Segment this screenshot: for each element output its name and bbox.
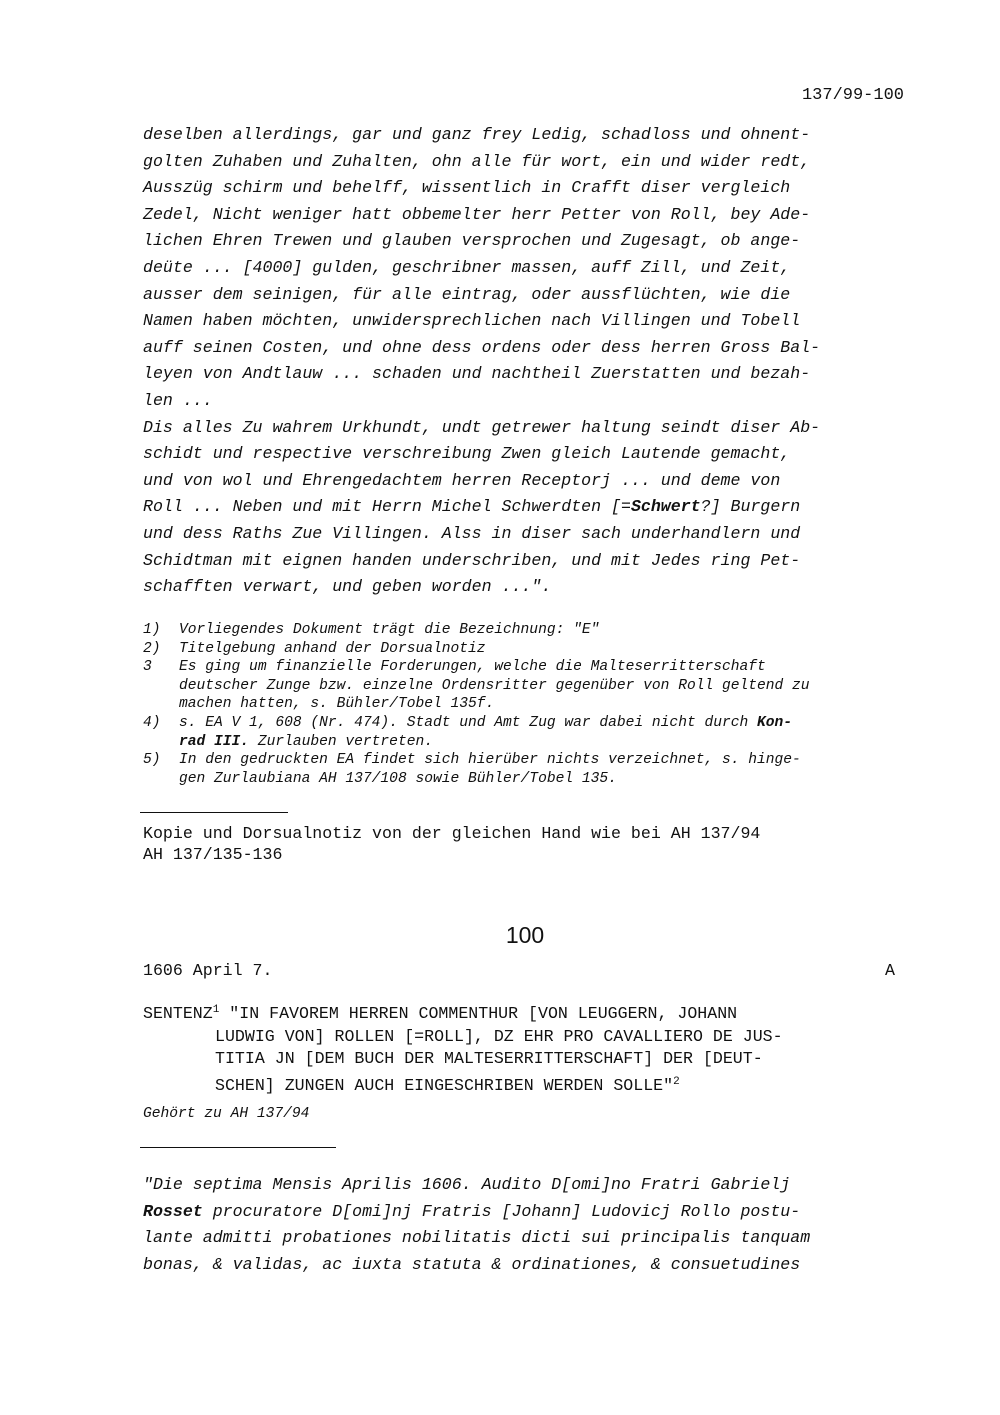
quote-line: und von wol und Ehrengedachtem herren Receptorj ... und deme von <box>143 470 781 490</box>
footnote-ref: 1 <box>212 1004 220 1016</box>
latin-bold-name: Rosset <box>143 1201 203 1221</box>
footnote-bold-name: Kon- <box>757 714 793 731</box>
title-text: SENTENZ <box>143 1004 213 1023</box>
quote-text: ?] Burgern <box>700 497 801 517</box>
latin-line: "Die septima Mensis Aprilis 1606. Audito D[omi]no Fratri Gabrielj <box>143 1175 791 1194</box>
document-letter: A <box>885 961 895 980</box>
quote-line: Namen haben möchten, unwidersprechlichen nach Villingen und Tobell <box>143 311 801 331</box>
latin-line <box>143 1199 913 1226</box>
footnote-text: machen hatten, s. Bühler/Tobel 135f. <box>179 696 495 713</box>
quote-line: ausser dem seinigen, für alle eintrag, oder aussflüchten, wie die <box>143 284 791 304</box>
quote-line: und dess Raths Zue Villingen. Alss in diser sach underhandlern und <box>143 523 801 543</box>
belongs-to-note: Gehört zu AH 137/94 <box>143 1106 310 1122</box>
footnote-text-part: Zurlauben vertreten. <box>249 733 433 750</box>
quote-line: Dis alles Zu wahrem Urkhundt, undt getrewer haltung seindt diser Ab- <box>143 417 821 437</box>
separator-rule <box>140 812 288 813</box>
copy-note <box>143 823 760 865</box>
quote-bold-name: Schwert <box>630 497 701 517</box>
quote-line: schidt und respective verschreibung Zwen gleich Lautende gemacht, <box>143 444 791 464</box>
quote-line: schafften verwart, und geben worden ...". <box>143 577 552 597</box>
copy-note-line: Kopie und Dorsualnotiz von der gleichen Hand wie bei AH 137/94 <box>143 824 761 843</box>
footnote-number: 1) <box>143 622 161 638</box>
footnote-number: 3 <box>143 659 152 676</box>
document-number: 100 <box>505 922 545 948</box>
footnote-number: 5) <box>143 752 161 769</box>
title-line: TITIA JN [DEM BUCH DER MALTESERRITTERSCHAFT] DER [DEUT- <box>215 1049 763 1069</box>
footnote-text-part: s. EA V 1, 608 (Nr. 474). Stadt und Amt Zug war dabei nicht durch <box>179 714 758 731</box>
quote-line: deüte ... [4000] gulden, geschribner massen, auff Zill, und Zeit, <box>143 257 791 277</box>
footnote <box>143 621 923 640</box>
quote-line: Ausszüg schirm und behelff, wissentlich in Crafft diser vergleich <box>143 178 791 198</box>
title-line <box>143 999 913 1026</box>
footnote <box>143 640 923 659</box>
latin-line: bonas, & validas, ac iuxta statuta & ordinationes, & consuetudines <box>143 1254 801 1274</box>
footnote-bold-name: rad III. <box>179 733 250 750</box>
footnote-ref: 2 <box>673 1075 680 1088</box>
quote-line: auff seinen Costen, und ohne dess ordens oder dess herren Gross Bal- <box>143 337 821 357</box>
footnote <box>143 658 923 714</box>
quote-line <box>143 494 913 521</box>
copy-note-line: AH 137/135-136 <box>143 845 283 864</box>
footnote <box>143 751 923 788</box>
quote-line: Zedel, Nicht weniger hatt obbemelter herr Petter von Roll, bey Ade- <box>143 204 811 224</box>
document-title <box>143 999 913 1097</box>
quote-line: leyen von Andtlauw ... schaden und nachtheil Zuerstatten und bezah- <box>143 364 811 384</box>
document-date: 1606 April 7. <box>143 961 273 980</box>
quote-line: len ... <box>143 390 213 410</box>
footnote-number: 2) <box>143 640 161 657</box>
quoted-text <box>143 122 913 601</box>
quote-text: Roll ... Neben und mit Herrn Michel Schwerdten [= <box>143 497 631 517</box>
separator-rule <box>140 1147 336 1148</box>
title-line: LUDWIG VON] ROLLEN [=ROLL], DZ EHR PRO CAVALLIERO DE JUS- <box>215 1026 783 1046</box>
footnote-text <box>179 714 792 733</box>
page-number: 137/99-100 <box>801 86 904 105</box>
footnote-text: gen Zurlaubiana AH 137/108 sowie Bühler/Tobel 135. <box>179 770 617 787</box>
quote-line: Schidtman mit eignen handen underschriben, und mit Jedes ring Pet- <box>143 550 801 570</box>
quote-line: deselben allerdings, gar und ganz frey Ledig, schadloss und ohnent- <box>143 125 811 144</box>
footnote-text: Titelgebung anhand der Dorsualnotiz <box>179 640 486 657</box>
footnote <box>143 714 923 751</box>
latin-line: lante admitti probationes nobilitatis dicti sui principalis tanquam <box>143 1228 811 1248</box>
title-line <box>143 1071 913 1098</box>
latin-text <box>143 1172 913 1278</box>
quote-line: lichen Ehren Trewen und glauben versprochen und Zugesagt, ob ange- <box>143 231 801 251</box>
footnote-text: Vorliegendes Dokument trägt die Bezeichnung: "E" <box>179 622 600 638</box>
footnote-text: In den gedruckten EA findet sich hierüber nichts verzeichnet, s. hinge- <box>179 752 801 769</box>
title-text: "IN FAVOREM HERREN COMMENTHUR [VON LEUGGERN, JOHANN <box>219 1004 738 1023</box>
footnote-text: deutscher Zunge bzw. einzelne Ordensritter gegenüber von Roll geltend zu <box>179 677 810 694</box>
footnote-number: 4) <box>143 714 161 731</box>
footnote-text <box>179 733 792 752</box>
latin-text-part: procuratore D[omi]nj Fratris [Johann] Ludovicj Rollo postu- <box>202 1201 801 1221</box>
footnote-text: Es ging um finanzielle Forderungen, welche die Malteserritterschaft <box>179 659 766 676</box>
footnotes <box>143 621 923 788</box>
title-text: SCHEN] ZUNGEN AUCH EINGESCHRIBEN WERDEN SOLLE" <box>215 1075 674 1095</box>
quote-line: golten Zuhaben und Zuhalten, ohn alle für wort, ein und wider redt, <box>143 151 811 171</box>
